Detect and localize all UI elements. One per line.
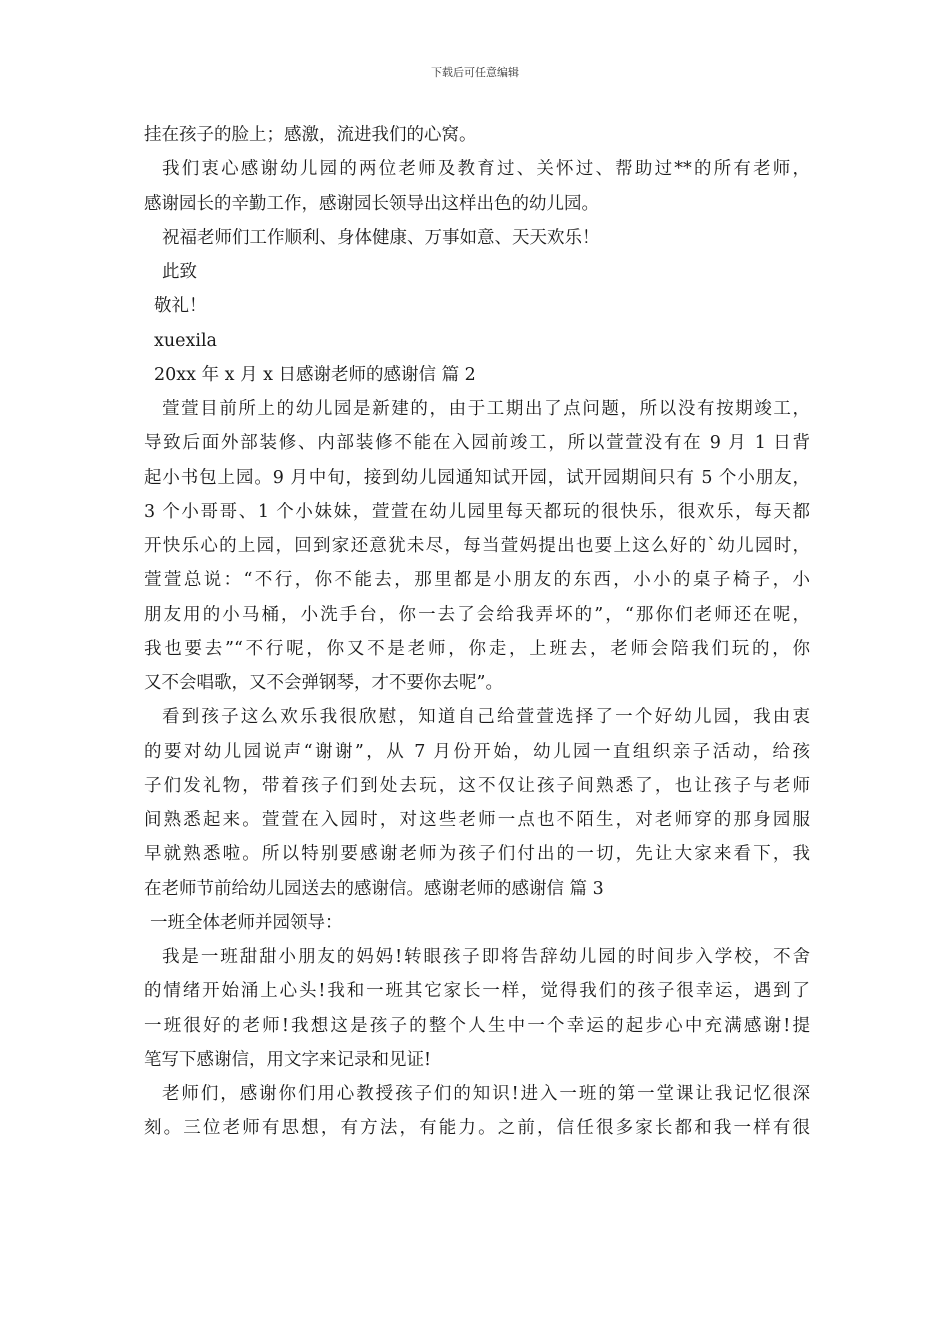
text-line: 在老师节前给幼儿园送去的感谢信。感谢老师的感谢信 篇 3 xyxy=(144,878,604,899)
text-line: xuexila xyxy=(154,330,217,351)
document-body xyxy=(144,118,810,1146)
text-line: 的要对幼儿园说声“谢谢”，从 7 月份开始，幼儿园一直组织亲子活动，给孩 xyxy=(144,741,810,762)
text-line: 敬礼！ xyxy=(154,296,207,317)
text-line: 笔写下感谢信，用文字来记录和见证! xyxy=(144,1049,432,1070)
text-line: 一班很好的老师!我想这是孩子的整个人生中一个幸运的起步心中充满感谢!提 xyxy=(144,1015,810,1036)
text-line: 我也要去”“不行呢，你又不是老师，你走，上班去，老师会陪我们玩的，你 xyxy=(144,638,810,659)
text-line: 的情绪开始涌上心头!我和一班其它家长一样，觉得我们的孩子很幸运，遇到了 xyxy=(144,981,810,1002)
salutation: 一班全体老师并园领导： xyxy=(150,912,343,933)
text-line: 我们衷心感谢幼儿园的两位老师及教育过、关怀过、帮助过**的所有老师， xyxy=(162,159,810,180)
text-line: 子们发礼物，带着孩子们到处去玩，这不仅让孩子间熟悉了，也让孩子与老师 xyxy=(144,775,810,796)
text-line: 萱萱目前所上的幼儿园是新建的，由于工期出了点问题，所以没有按期竣工， xyxy=(162,399,810,419)
text-line: 早就熟悉啦。所以特别要感谢老师为孩子们付出的一切，先让大家来看下，我 xyxy=(144,844,810,865)
section-title: 20xx 年 x 月 x 日感谢老师的感谢信 篇 2 xyxy=(154,364,476,385)
text-line: 此致 xyxy=(162,262,197,282)
text-line: 挂在孩子的脸上；感激，流进我们的心窝。 xyxy=(144,125,477,145)
text-line: 导致后面外部装修、内部装修不能在入园前竣工，所以萱萱没有在 9 月 1 日背 xyxy=(144,433,810,454)
page-header: 下载后可任意编辑 xyxy=(431,66,519,79)
text-line: 起小书包上园。9 月中旬，接到幼儿园通知试开园，试开园期间只有 5 个小朋友， xyxy=(144,467,810,488)
text-line: 刻。三位老师有思想，有方法，有能力。之前，信任很多家长都和我一样有很 xyxy=(144,1118,810,1139)
text-line: 感谢园长的辛勤工作，感谢园长领导出这样出色的幼儿园。 xyxy=(144,193,599,214)
text-line: 祝福老师们工作顺利、身体健康、万事如意、天天欢乐！ xyxy=(162,227,600,248)
text-line: 萱萱总说：“不行，你不能去，那里都是小朋友的东西，小小的桌子椅子，小 xyxy=(144,570,810,591)
text-line: 3 个小哥哥、1 个小妹妹，萱萱在幼儿园里每天都玩的很快乐，很欢乐，每天都 xyxy=(144,501,810,522)
text-line: 看到孩子这么欢乐我很欣慰，知道自己给萱萱选择了一个好幼儿园，我由衷 xyxy=(162,707,810,728)
text-line: 朋友用的小马桶，小洗手台，你一去了会给我弄坏的”，“那你们老师还在呢， xyxy=(144,604,810,625)
text-line: 我是一班甜甜小朋友的妈妈!转眼孩子即将告辞幼儿园的时间步入学校，不舍 xyxy=(162,947,810,967)
text-line: 开快乐心的上园，回到家还意犹未尽，每当萱妈提出也要上这么好的`幼儿园时， xyxy=(144,536,810,556)
text-line: 间熟悉起来。萱萱在入园时，对这些老师一点也不陌生，对老师穿的那身园服 xyxy=(144,810,810,830)
text-line: 老师们，感谢你们用心教授孩子们的知识!进入一班的第一堂课让我记忆很深 xyxy=(162,1084,810,1104)
text-line: 又不会唱歌，又不会弹钢琴，才不要你去呢”。 xyxy=(144,673,503,693)
